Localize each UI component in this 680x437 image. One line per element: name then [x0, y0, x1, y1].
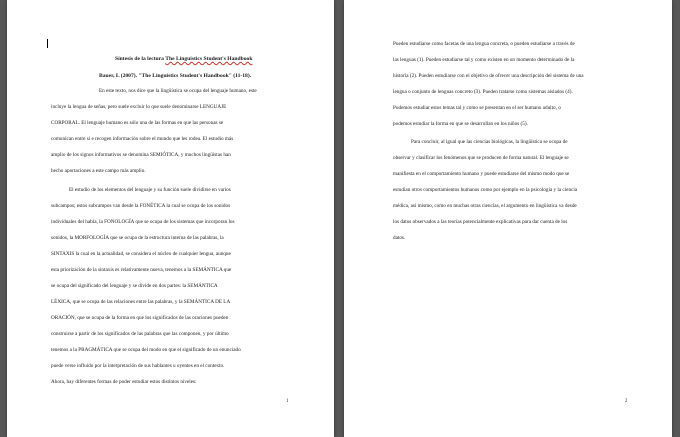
document-page-2[interactable] [344, 0, 672, 437]
paragraph-line: puede verse influido por la interpretación de sus hablantes u oyentes en el contexto. [51, 363, 225, 369]
page-number: 2 [625, 399, 628, 404]
paragraph-line: Podemos estudiar estos temas tal y como se presentan en el ser humano adulto, o [393, 105, 561, 111]
paragraph-line: subcampos; estos subcampos van desde la FONÉTICA la cual se ocupa de los sonidos [51, 203, 231, 209]
paragraph-line: las lenguas (1). Pueden estudiarse tal y como existen en un momento determinado de la [393, 57, 575, 63]
paragraph-line: ORACIÓN, que se ocupa de la forma en que los significados de las oraciones pueden [51, 315, 229, 321]
paragraph-line: médica, así mismo, como en muchas otras ciencias, el argumento en lingüística va desde [393, 203, 577, 209]
paragraph-line: podemos estudiar la forma en que se desarrollan en los niños (5). [393, 121, 528, 127]
paragraph-line: En este texto, nos dice que la lingüística se ocupa del lenguaje humano, este [99, 88, 257, 94]
paragraph-line: datos. [393, 235, 406, 241]
author-line: Bauer, L (2007). "The Linguistics Student's Handbook" (11-18). [99, 73, 252, 79]
paragraph-line: observar y clasificar los fenómenos que se producen de forma natural. El lenguaje se [393, 155, 569, 161]
paragraph-line: tenemos a la PRAGMÁTICA que se ocupa del modo en que el significado de un enunciado [51, 347, 241, 353]
paragraph-line: Para concluir, al igual que las ciencias biológicas, la lingüística se ocupa de [411, 139, 568, 145]
paragraph-line: hecho aportaciones a este campo más amplio. [51, 168, 146, 174]
paragraph-line: manifiesta en el comportamiento humano y puede estudiarse del mismo modo que se [393, 171, 570, 177]
paragraph-line: SINTAXIS la cual en la actualidad, se considera el núcleo de cualquier lengua, aunque [51, 251, 231, 257]
paragraph-line: comunican entre sí e recogen información sobre el mundo que les rodea. El estudio más [51, 136, 234, 142]
paragraph-line: estudian otros comportamientos humanos como por ejemplo en la psicología y la ciencia [393, 187, 578, 193]
paragraph-line: se ocupa del significado del lenguaje y se divide en dos partes: la SEMÁNTICA [51, 283, 218, 289]
paragraph-line: El estudio de los elementos del lenguaje y su función suele dividirse en varios [69, 187, 231, 193]
paragraph-line: esta priorización de la sintaxis es relativamente nueva, tenemos a la SEMÁNTICA que [51, 267, 232, 273]
paragraph-line: sonidos, la MORFOLOGÍA que se ocupa de la estructura interna de las palabras, la [51, 235, 224, 241]
paragraph-line: construirse a partir de los significados de las palabras que las componen, y por último [51, 331, 229, 337]
paragraph-line: CORPORAL. El lenguaje humano es sólo una de las formas en que las personas se [51, 120, 224, 126]
paragraph-line: los datos observados a las teorías potencialmente explicativas para dar cuenta de los [393, 219, 568, 225]
text-cursor [47, 39, 48, 48]
paragraph-line: LÉXICA, que se ocupa de las relaciones entre las palabras, y la SEMÁNTICA DE LA [51, 299, 231, 305]
document-title [115, 56, 252, 63]
paragraph-line: lengua o conjunto de lenguas concreto (3). Pueden tratarse como sistemas aislados (4). [393, 89, 573, 95]
paragraph-line: individuales del habla, la FONOLOGÍA que se ocupa de los sistemas que incorporan los [51, 219, 235, 225]
title-prefix: Síntesis de la lectura [115, 56, 166, 62]
document-page-1[interactable] [7, 0, 334, 437]
paragraph-line: amplio de los signos informativos se denomina SEMIÓTICA, y muchos lingüistas han [51, 152, 231, 158]
title-book-name: The Linguistics Student's Handbook [165, 56, 253, 62]
paragraph-line: Ahora, hay diferentes formas de poder estudiar estos distintos niveles: [51, 379, 197, 385]
paragraph-line: historia (2). Pueden estudiarse con el objetivo de ofrecer una descripción del sistema de una [393, 73, 584, 79]
paragraph-line: Pueden estudiarse como facetas de una lengua concreta, o pueden estudiarse a través de [393, 41, 575, 47]
page-number: 1 [286, 399, 289, 404]
paragraph-line: incluye la lengua de señas, pero suele excluir lo que suele denominarse LENGUAJE [51, 104, 227, 110]
